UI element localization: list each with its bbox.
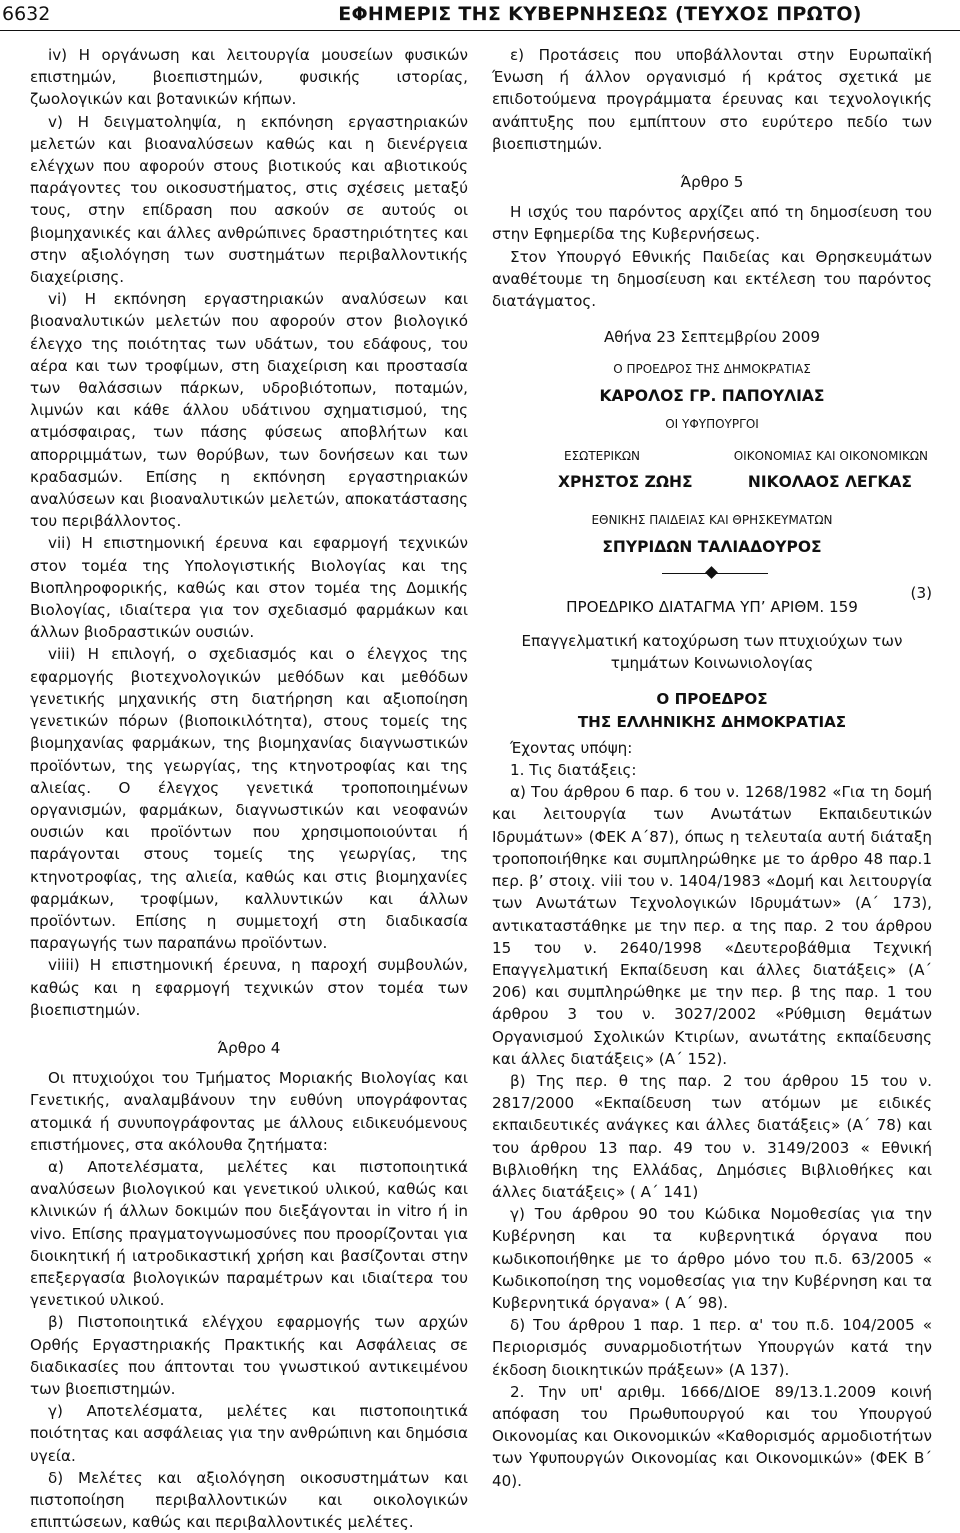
article-5-para-2: Στον Υπουργό Εθνικής Παιδείας και Θρησκευμάτων αναθέτουμε τη δημοσίευση και εκτέλεση του παρόντος διατάγματος. bbox=[492, 247, 932, 311]
decree-title: ΠΡΟΕΔΡΙΚΟ ΔΙΑΤΑΓΜΑ ΥΠ’ ΑΡΙΘΜ. 159 bbox=[566, 597, 858, 616]
ministers-label: ΟΙ ΥΦΥΠΟΥΡΓΟΙ bbox=[665, 416, 759, 431]
decree-block bbox=[492, 583, 932, 618]
left-column bbox=[30, 44, 468, 1533]
item-vi: vi) Η εκπόνηση εργαστηριακών αναλύσεων και βιοαναλυτικών μελετών που αφορούν στον βιολογικό έλεγχο της ποιότητας των υδάτων, του εδάφους, του αέρα και των τροφίμων, στη διαχείριση και προστασία των θαλάσσιων πάρκων, υδροβιότοπων, ποταμών, λιμνών και κάθε άλλου υδάτινου σχηματισμού, της ατμόσφαιρας, των πάσης φύσεως αποβλήτων και απορριμμάτων, των θορύβων, των δονήσεων και των κραδασμών. Επίσης η εκπόνηση εργαστηριακών αναλύσεων και βιοαναλυτικών μελετών, αποκατάστασης του περιβάλλοντος. bbox=[30, 290, 468, 531]
issuer-line-1: Ο ΠΡΟΕΔΡΟΣ bbox=[656, 690, 768, 709]
article-4-intro: Οι πτυχιούχοι του Τμήματος Μοριακής Βιολογίας και Γενετικής, αναλαμβάνουν την ευθύνη υπογράφοντας ατομικά ή συνυπογράφοντας με άλλους ειδικευόμενους επιστήμονες, στα ακόλουθα ζητήματα: bbox=[30, 1069, 468, 1154]
separator-diamond-icon bbox=[705, 566, 718, 579]
provision-2: 2. Την υπ' αριθμ. 1666/ΔΙΟΕ 89/13.1.2009 κοινή απόφαση του Πρωθυπουργού και του Υπουργού Οικονομίας και Οικονομικών «Καθορισμός αρμοδιοτήτων των Υφυπουργών Οικονομίας και Οικονομικών» (ΦΕΚ Β΄ 40). bbox=[492, 1382, 932, 1490]
place-date: Αθήνα 23 Σεπτεμβρίου 2009 bbox=[603, 328, 821, 347]
education-label: ΕΘΝΙΚΗΣ ΠΑΙΔΕΙΑΣ ΚΑΙ ΘΡΗΣΚΕΥΜΑΤΩΝ bbox=[591, 513, 833, 528]
issuer-line-2: ΤΗΣ ΕΛΛΗΝΙΚΗΣ ΔΗΜΟΚΡΑΤΙΑΣ bbox=[577, 712, 847, 731]
article-5-para-1: Η ισχύς του παρόντος αρχίζει από τη δημοσίευση του στην Εφημερίδα της Κυβερνήσεως. bbox=[492, 203, 932, 244]
president-name: ΚΑΡΟΛΟΣ ΓΡ. ΠΑΠΟΥΛΙΑΣ bbox=[599, 386, 825, 405]
article-4-item-b: β) Πιστοποιητικά ελέγχου εφαρμογής των αρχών Ορθής Εργαστηριακής Πρακτικής και Ασφάλειας σε διαδικασίες που άπτονται του γνωστικού αντικειμένου των βιοεπιστημών. bbox=[30, 1313, 468, 1398]
article-4-item-a: α) Αποτελέσματα, μελέτες και πιστοποιητικά αναλύσεων βιολογικού και γενετικού υλικού, καθώς και κλινικών ή άλλων δοκιμών που διεξάγονται in vitro ή in vivo. Επίσης πραγματογνωμοσύνες που προορίζονται για διοικητική ή ιατροδικαστική χρήση και βασίζονται στην επεξεργασία βιολογικών παραμέτρων και ιδιαίτερα του γενετικού υλικού. bbox=[30, 1157, 468, 1310]
page-number: 6632 bbox=[2, 3, 51, 25]
item-iv: iv) Η οργάνωση και λειτουργία μουσείων φυσικών επιστημών, βιοεπιστημών, φυσικής ιστορίας, ζωολογικών και βοτανικών κήπων. bbox=[30, 46, 468, 109]
president-title: Ο ΠΡΟΕΔΡΟΣ ΤΗΣ ΔΗΜΟΚΡΑΤΙΑΣ bbox=[613, 362, 811, 377]
item-vii: vii) Η επιστημονική έρευνα και εφαρμογή τεχνικών στον τομέα της Υπολογιστικής Βιολογίας και της Βιοπληροφορικής, καθώς και στον τομέα της Δομικής Βιολογίας, ιδιαίτερα για τον σχεδιασμό φαρμάκων και άλλων βιοδραστικών ουσιών. bbox=[30, 534, 468, 642]
item-viii: viii) Η επιλογή, ο σχεδιασμός και ο έλεγχος της εφαρμογής βιοτεχνολογικών μεθόδων και μεθόδων γενετικής μηχανικής στη διατήρηση και αξιοποίηση γενετικών πόρων (βιοποικιλότητα), στους τομείς της βιομηχανίας φαρμάκων, της βιομηχανίας διαγνωστικών προϊόντων, της γεωργίας, της κτηνοτροφίας και της αλιείας. Ο έλεγχος γενετικά τροποποιημένων οργανισμών, φαρμάκων, διαγνωστικών και νεοφανών ουσιών και προϊόντων που χρησιμοποιούνται ή παράγονται στους τομείς της γεωργίας, της κτηνοτροφίας, της αλιεία, καθώς και στις βιομηχανίες φαρμάκων, τροφίμων, καλλυντικών και άλλων προϊόντων. Επίσης η συμμετοχή στη διαδικασία παραγωγής των παραπάνω προϊόντων. bbox=[30, 645, 468, 953]
interior-label: ΕΣΩΤΕΡΙΚΩΝ bbox=[564, 449, 641, 464]
article-5-heading: Άρθρο 5 bbox=[680, 173, 744, 192]
right-column bbox=[492, 44, 932, 1492]
article-4-item-g: γ) Αποτελέσματα, μελέτες και πιστοποιητικά ποιότητας και ασφάλειας για την ανθρώπινη και δημόσια υγεία. bbox=[30, 1402, 468, 1465]
having-regard: Έχοντας υπόψη: bbox=[510, 738, 633, 757]
economy-minister-name: ΝΙΚΟΛΑΟΣ ΛΕΓΚΑΣ bbox=[747, 473, 912, 492]
education-minister-name: ΣΠΥΡΙΔΩΝ ΤΑΛΙΑΔΟΥΡΟΣ bbox=[602, 537, 822, 556]
economy-label: ΟΙΚΟΝΟΜΙΑΣ ΚΑΙ ΟΙΚΟΝΟΜΙΚΩΝ bbox=[733, 449, 928, 464]
journal-title: ΕΦΗΜΕΡΙΣ ΤΗΣ ΚΥΒΕΡΝΗΣΕΩΣ (ΤΕΥΧΟΣ ΠΡΩΤΟ) bbox=[338, 3, 862, 25]
provision-a: α) Του άρθρου 6 παρ. 6 του ν. 1268/1982 «Για τη δομή και λειτουργία των Ανωτάτων Εκπαιδευτικών Ιδρυμάτων» (ΦΕΚ Α΄87), όπως η τελευταία αυτή διάταξη τροποποιήθηκε και συμπληρώθηκε με το άρθρο 48 παρ.1 περ. β’ στοιχ. viii του ν. 1404/1983 «Δομή και λειτουργία των Ανωτάτων Τεχνολογικών Ιδρυμάτων» (Α΄ 173), αντικαταστάθηκε με την περ. α της παρ. 2 του άρθρου 15 του ν. 2640/1998 «Δευτεροβάθμια Τεχνική Επαγγελματική Εκπαίδευση και άλλες διατάξεις» (Α΄ 206) και συμπληρώθηκε με την περ. β της παρ. 1 του άρθρου 3 του ν. 3027/2002 «Ρύθμιση θεμάτων Οργανισμού Σχολικών Κτιρίων, ανωτάτης εκπαίδευσης και άλλες διατάξεις» (Α΄ 152). bbox=[492, 783, 932, 1068]
item-v: v) Η δειγματοληψία, η εκπόνηση εργαστηριακών μελετών και βιοαναλύσεων καθώς και η διενέργεια ελέγχων που αφορούν στους βιοτικούς και αβιοτικούς παράγοντες του οικοσυστήματος, στις σχέσεις μεταξύ τους, στην επίδραση που ασκούν σε αυτούς οι βιομηχανικές και άλλες ανθρώπινες δραστηριότητες και στην αξιολόγηση των συστημάτων περιβαλλοντικής διαχείρισης. bbox=[30, 112, 468, 287]
ministers-names-row bbox=[492, 471, 932, 493]
document-number: (3) bbox=[910, 583, 932, 602]
section-separator bbox=[492, 566, 932, 580]
provision-g: γ) Του άρθρου 90 του Κώδικα Νομοθεσίας για την Κυβέρνηση και τα κυβερνητικά όργανα που κωδικοποιήθηκε με το άρθρο μόνο του π.δ. 63/2005 « Κωδικοποίηση της νομοθεσίας για την Κυβέρνηση και τα Κυβερνητικά όργανα» ( Α΄ 98). bbox=[492, 1205, 932, 1312]
decree-subject: Επαγγελματική κατοχύρωση των πτυχιούχων των τμημάτων Κοινωνιολογίας bbox=[521, 632, 903, 673]
ministers-labels-row bbox=[492, 445, 932, 467]
interior-minister-name: ΧΡΗΣΤΟΣ ΖΩΗΣ bbox=[558, 473, 693, 492]
article-4-heading: Άρθρο 4 bbox=[217, 1038, 281, 1057]
provision-b: β) Της περ. θ της παρ. 2 του άρθρου 15 του ν. 2817/2000 «Εκπαίδευση των ατόμων με ειδικές εκπαιδευτικές ανάγκες και άλλες διατάξεις» (Α΄ 78) και του άρθρου 13 παρ. 49 του ν. 3149/2003 « Εθνική Βιβλιοθήκη της Ελλάδας, Δημόσιες Βιβλιοθήκες και άλλες διατάξεις» ( Α΄ 141) bbox=[492, 1071, 932, 1201]
item-viiii: viiii) Η επιστημονική έρευνα, η παροχή συμβουλών, καθώς και η εφαρμογή τεχνικών στον τομέα των βιοεπιστημών. bbox=[30, 956, 468, 1019]
provisions-intro: 1. Τις διατάξεις: bbox=[510, 761, 637, 780]
article-4-item-d: δ) Μελέτες και αξιολόγηση οικοσυστημάτων και πιστοποίηση περιβαλλοντικών και οικολογικών επιπτώσεων, καθώς και περιβαλλοντικές μελέτες. bbox=[30, 1468, 468, 1532]
article-4-item-e: ε) Προτάσεις που υποβάλλονται στην Ευρωπαϊκή Ένωση ή άλλον οργανισμό ή κράτος σχετικά με επιδοτούμενα προγράμματα έρευνας και τεχνολογικής ανάπτυξης που εμπίπτουν στο ευρύτερο πεδίο των βιοεπιστημών. bbox=[492, 46, 932, 153]
provision-d: δ) Του άρθρου 1 παρ. 1 περ. α' του π.δ. 104/2005 « Περιορισμός συναρμοδιοτήτων Υπουργών κατά την έκδοση διοικητικών πράξεων» (Α 137). bbox=[492, 1316, 932, 1379]
page-header bbox=[0, 0, 960, 31]
